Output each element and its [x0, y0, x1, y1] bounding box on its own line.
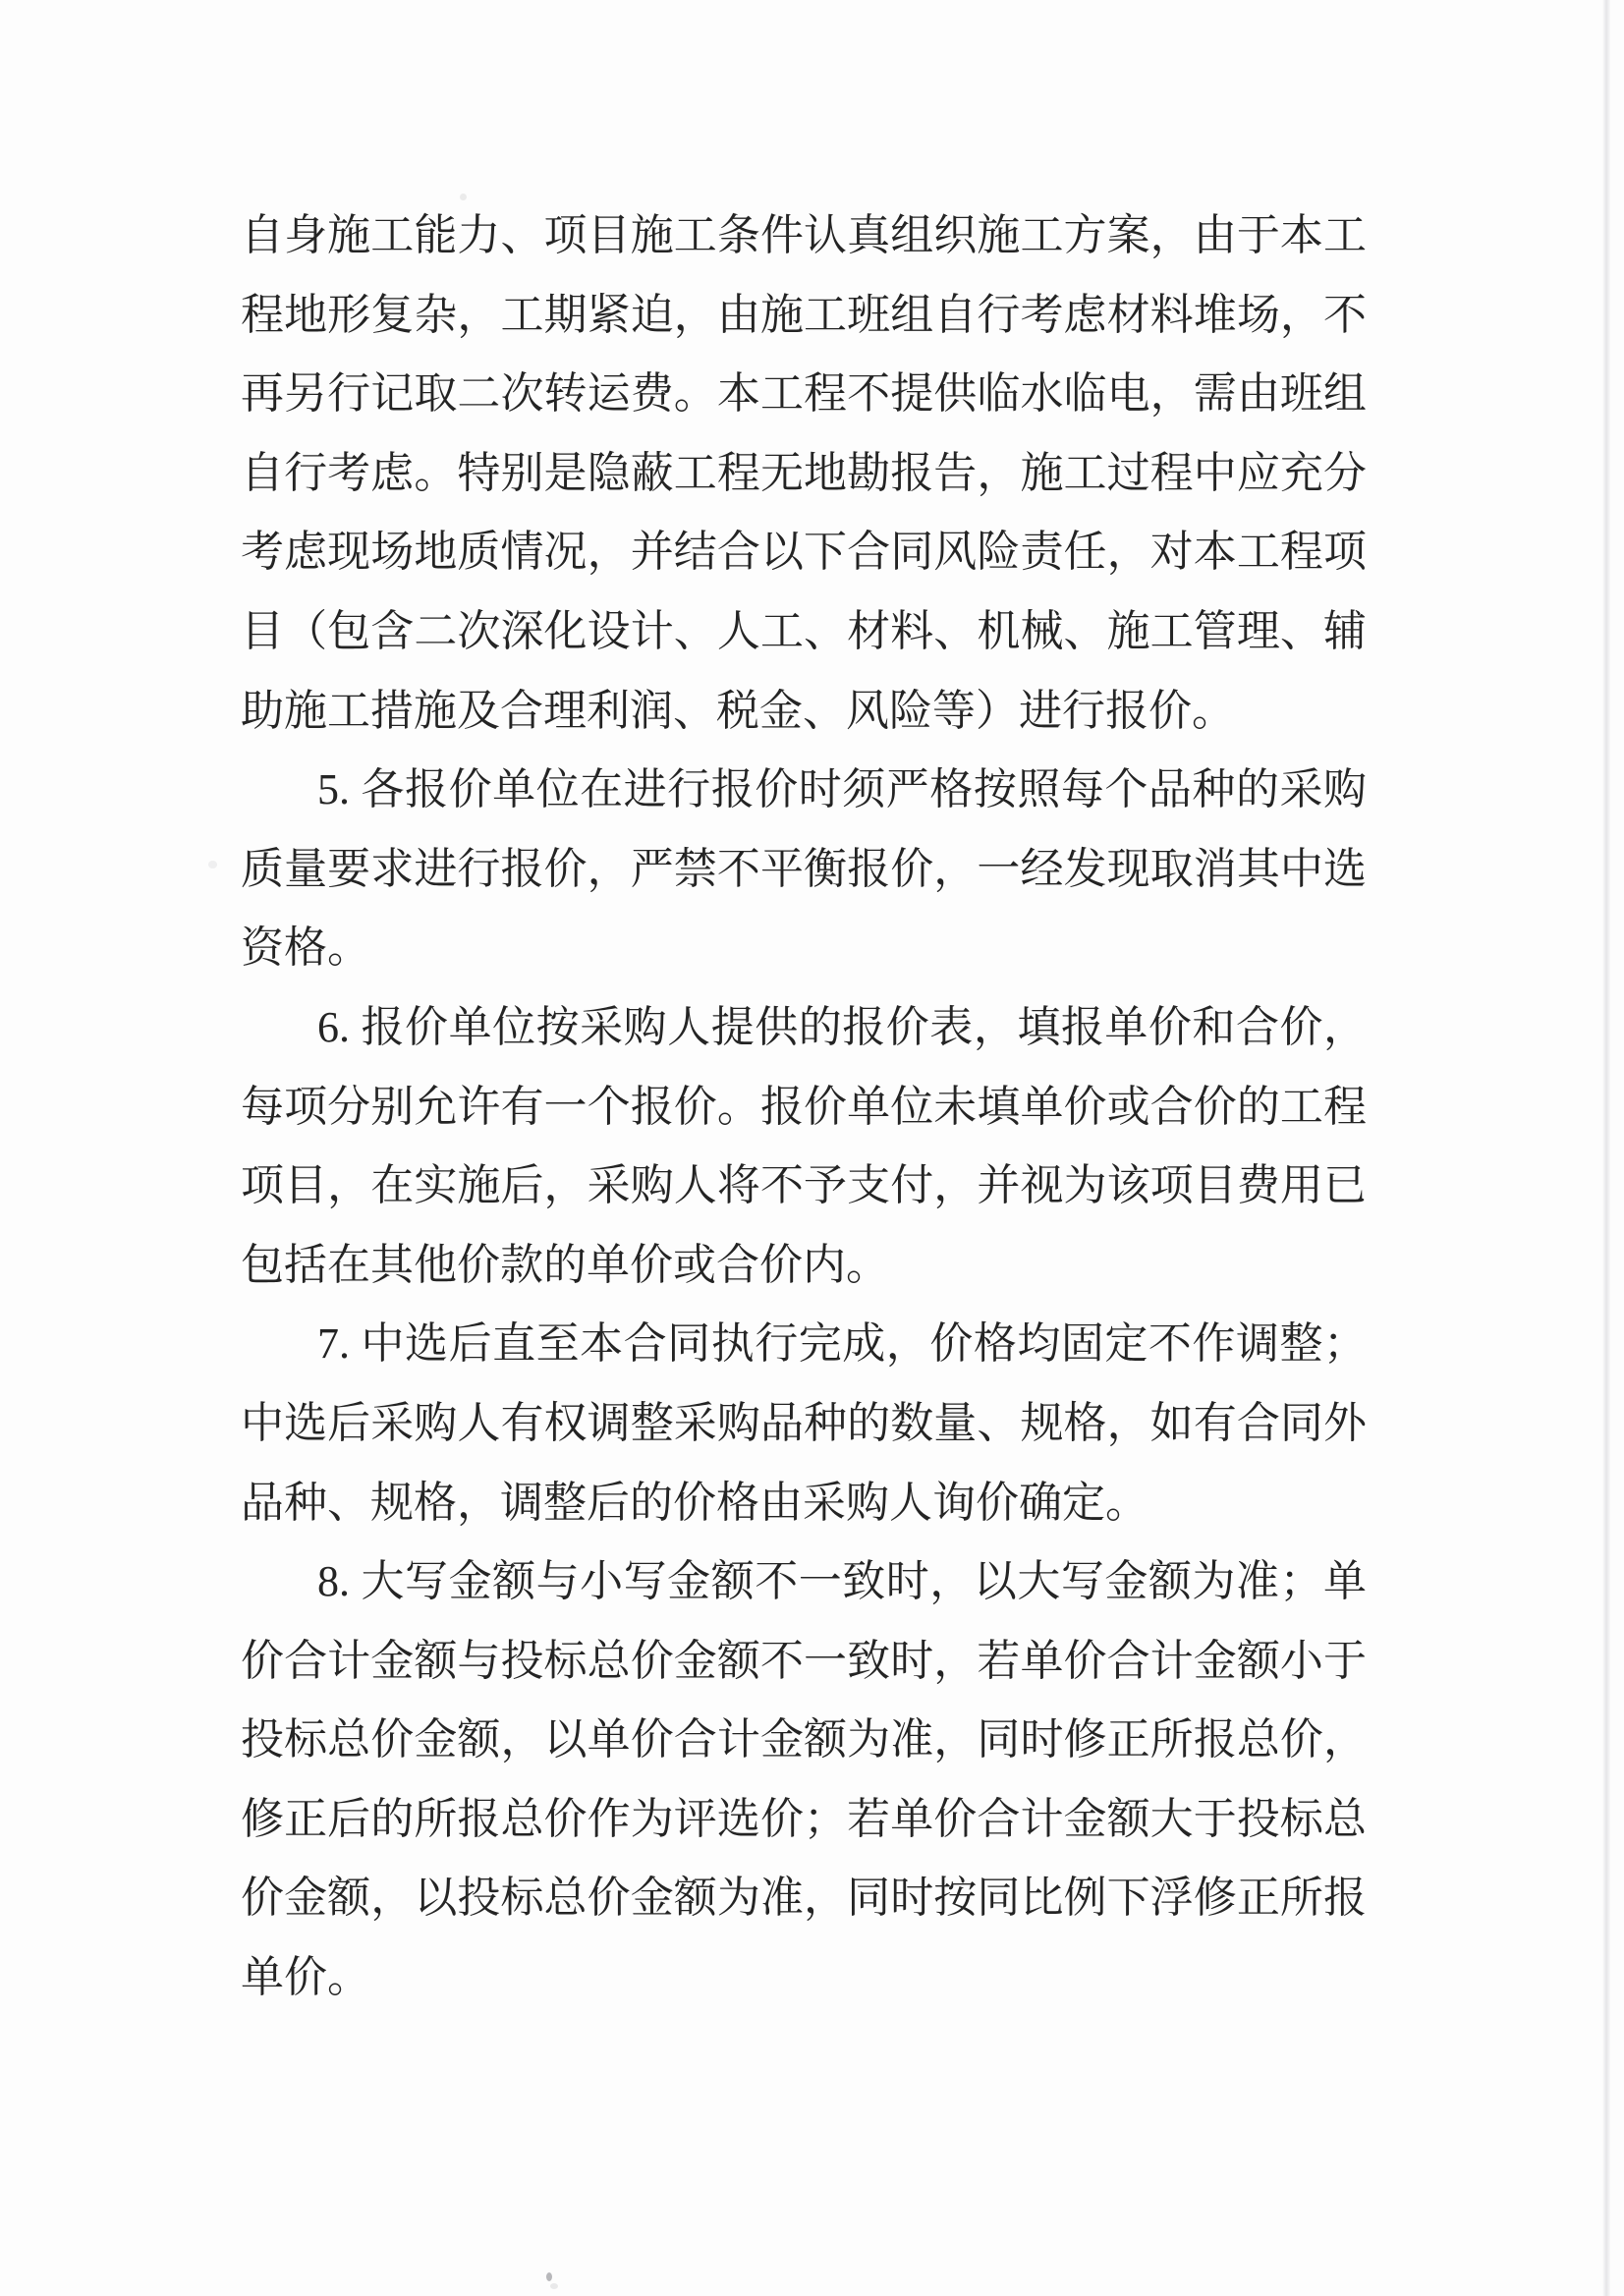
paragraph-item-8: 8. 大写金额与小写金额不一致时，以大写金额为准；单价合计金额与投标总价金额不一致时，若单价合计金额小于投标总价金额，以单价合计金额为准，同时修正所报总价，修正后的所报总价作为评选价；若单价合计金额大于投标总价金额，以投标总价金额为准，同时按同比例下浮修正所报单价。 — [241, 1557, 1367, 2002]
paragraph-item-7: 7. 中选后直至本合同执行完成，价格均固定不作调整；中选后采购人有权调整采购品种的数量、规格，如有合同外品种、规格，调整后的价格由采购人询价确定。 — [241, 1319, 1367, 1527]
scan-speck — [208, 861, 217, 868]
paragraph-item-6: 6. 报价单位按采购人提供的报价表，填报单价和合价，每项分别允许有一个报价。报价单位未填单价或合价的工程项目，在实施后，采购人将不予支付，并视为该项目费用已包括在其他价款的单价或合价内。 — [241, 1002, 1367, 1289]
scan-speck — [550, 2283, 558, 2289]
scan-speck — [546, 2272, 552, 2281]
scan-page-edge-shadow — [1602, 0, 1610, 2296]
document-body — [241, 196, 1367, 2018]
paragraph-continuation: 自身施工能力、项目施工条件认真组织施工方案，由于本工程地形复杂，工期紧迫，由施工班组自行考虑材料堆场，不再另行记取二次转运费。本工程不提供临水临电，需由班组自行考虑。特别是隐蔽工程无地勘报告，施工过程中应充分考虑现场地质情况，并结合以下合同风险责任，对本工程项目（包含二次深化设计、人工、材料、机械、施工管理、辅助施工措施及合理利润、税金、风险等）进行报价。 — [241, 211, 1367, 735]
paragraph-item-5: 5. 各报价单位在进行报价时须严格按照每个品种的采购质量要求进行报价，严禁不平衡报价，一经发现取消其中选资格。 — [241, 765, 1367, 973]
